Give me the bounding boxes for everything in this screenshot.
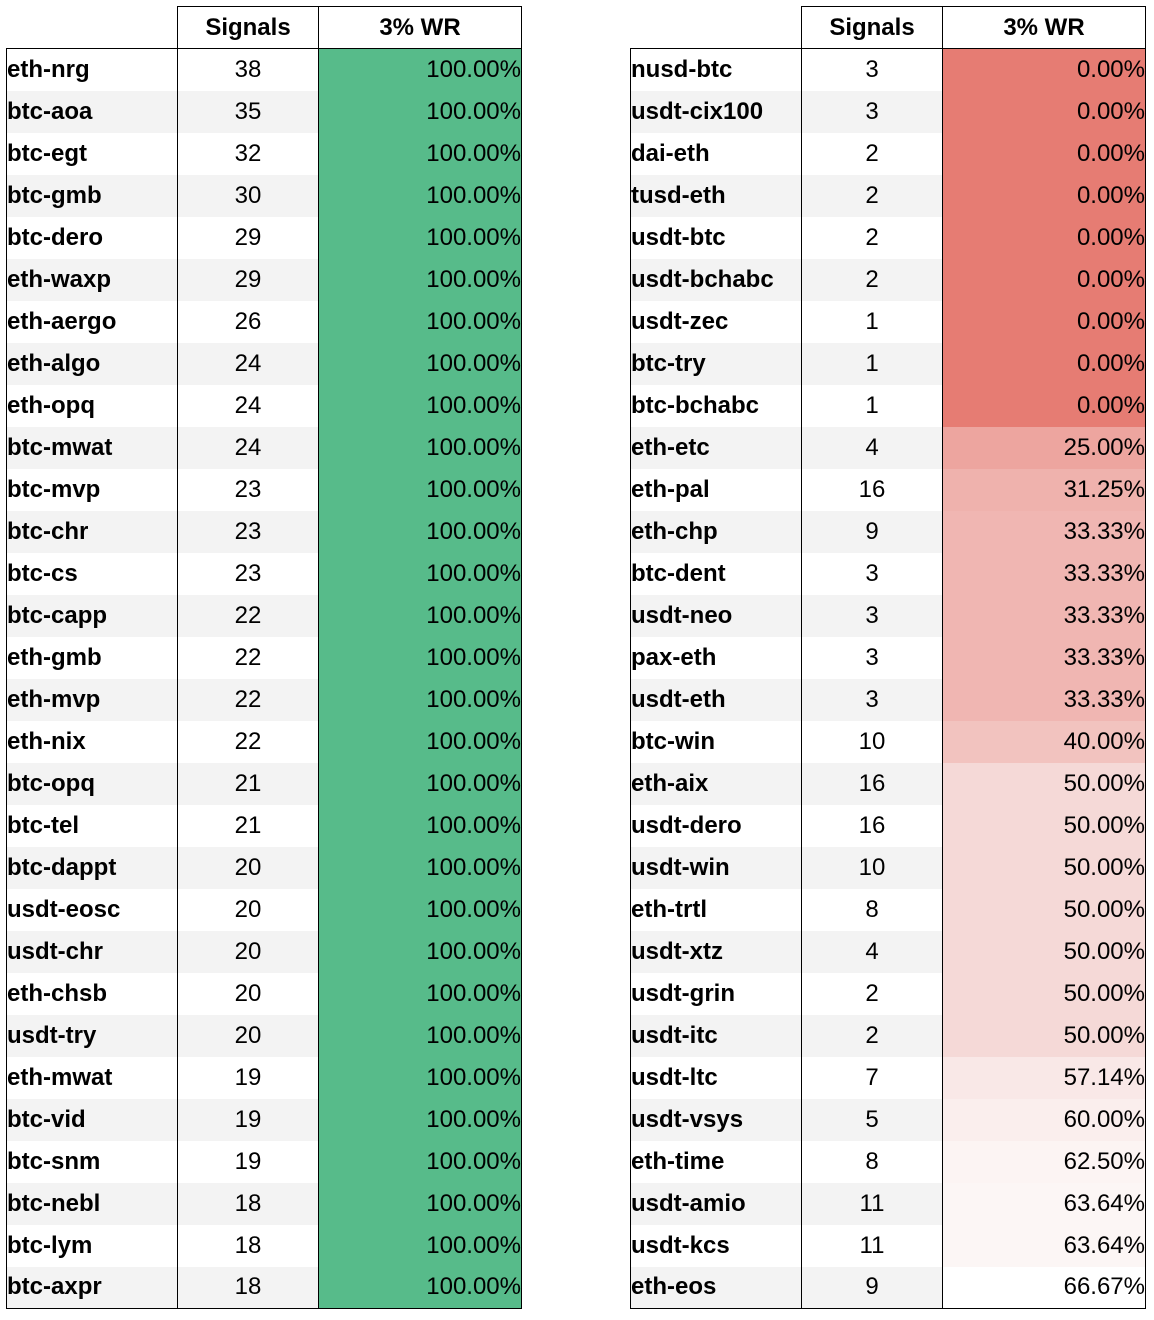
pair-cell: btc-chr xyxy=(7,511,178,553)
signals-cell: 29 xyxy=(178,217,319,259)
winrate-cell: 100.00% xyxy=(319,805,522,847)
table-row xyxy=(631,259,1146,301)
pair-cell: btc-mvp xyxy=(7,469,178,511)
pair-cell: usdt-chr xyxy=(7,931,178,973)
table-row xyxy=(7,637,522,679)
table-row xyxy=(7,133,522,175)
pair-cell: eth-opq xyxy=(7,385,178,427)
table-row xyxy=(7,469,522,511)
pair-cell: usdt-itc xyxy=(631,1015,802,1057)
table-row xyxy=(631,931,1146,973)
signals-cell: 26 xyxy=(178,301,319,343)
table-row xyxy=(7,553,522,595)
winrate-cell: 100.00% xyxy=(319,679,522,721)
table-row xyxy=(7,427,522,469)
winrate-cell: 0.00% xyxy=(943,217,1146,259)
winrate-cell: 50.00% xyxy=(943,889,1146,931)
winrate-cell: 100.00% xyxy=(319,49,522,91)
signals-cell: 19 xyxy=(178,1099,319,1141)
signals-cell: 10 xyxy=(802,721,943,763)
table-row xyxy=(631,1141,1146,1183)
pair-cell: eth-etc xyxy=(631,427,802,469)
pair-cell: btc-egt xyxy=(7,133,178,175)
winrate-cell: 100.00% xyxy=(319,427,522,469)
header-blank xyxy=(631,7,802,49)
winrate-cell: 0.00% xyxy=(943,385,1146,427)
winrate-cell: 100.00% xyxy=(319,1099,522,1141)
header-row xyxy=(7,7,522,49)
table-row xyxy=(7,511,522,553)
signals-cell: 22 xyxy=(178,721,319,763)
winrate-cell: 50.00% xyxy=(943,763,1146,805)
pair-cell: btc-dent xyxy=(631,553,802,595)
winrate-cell: 100.00% xyxy=(319,637,522,679)
table-row xyxy=(631,679,1146,721)
pair-cell: eth-aix xyxy=(631,763,802,805)
table-row xyxy=(631,1267,1146,1309)
table-row xyxy=(7,301,522,343)
signals-cell: 3 xyxy=(802,91,943,133)
table-row xyxy=(631,217,1146,259)
table-row xyxy=(631,847,1146,889)
signals-cell: 23 xyxy=(178,469,319,511)
winrate-cell: 33.33% xyxy=(943,637,1146,679)
winrate-cell: 50.00% xyxy=(943,847,1146,889)
signals-cell: 3 xyxy=(802,553,943,595)
table-row xyxy=(631,343,1146,385)
table-row xyxy=(631,637,1146,679)
winrate-cell: 100.00% xyxy=(319,973,522,1015)
signals-cell: 16 xyxy=(802,763,943,805)
pair-cell: eth-eos xyxy=(631,1267,802,1309)
signals-cell: 1 xyxy=(802,301,943,343)
signals-cell: 22 xyxy=(178,595,319,637)
pair-cell: usdt-eth xyxy=(631,679,802,721)
pair-cell: eth-nrg xyxy=(7,49,178,91)
signals-cell: 16 xyxy=(802,469,943,511)
signals-cell: 3 xyxy=(802,637,943,679)
signals-cell: 1 xyxy=(802,343,943,385)
signals-cell: 20 xyxy=(178,847,319,889)
table-row xyxy=(7,1057,522,1099)
winrate-cell: 100.00% xyxy=(319,1183,522,1225)
right-winrate-table xyxy=(630,6,1146,1309)
signals-cell: 3 xyxy=(802,49,943,91)
winrate-cell: 63.64% xyxy=(943,1225,1146,1267)
pair-cell: usdt-cix100 xyxy=(631,91,802,133)
signals-cell: 3 xyxy=(802,679,943,721)
winrate-cell: 50.00% xyxy=(943,805,1146,847)
winrate-cell: 100.00% xyxy=(319,721,522,763)
table-row xyxy=(7,385,522,427)
winrate-cell: 40.00% xyxy=(943,721,1146,763)
winrate-cell: 100.00% xyxy=(319,1141,522,1183)
pair-cell: eth-aergo xyxy=(7,301,178,343)
pair-cell: btc-tel xyxy=(7,805,178,847)
signals-cell: 38 xyxy=(178,49,319,91)
pair-cell: btc-capp xyxy=(7,595,178,637)
pair-cell: btc-aoa xyxy=(7,91,178,133)
signals-cell: 20 xyxy=(178,973,319,1015)
table-row xyxy=(7,1267,522,1309)
table-row xyxy=(631,1099,1146,1141)
pair-cell: btc-cs xyxy=(7,553,178,595)
left-winrate-table xyxy=(6,6,522,1309)
signals-cell: 32 xyxy=(178,133,319,175)
pair-cell: eth-mvp xyxy=(7,679,178,721)
table-row xyxy=(7,805,522,847)
pair-cell: usdt-kcs xyxy=(631,1225,802,1267)
table-row xyxy=(631,805,1146,847)
signals-cell: 9 xyxy=(802,511,943,553)
pair-cell: usdt-ltc xyxy=(631,1057,802,1099)
pair-cell: btc-opq xyxy=(7,763,178,805)
winrate-cell: 100.00% xyxy=(319,1225,522,1267)
table-row xyxy=(631,175,1146,217)
signals-cell: 16 xyxy=(802,805,943,847)
pair-cell: btc-axpr xyxy=(7,1267,178,1309)
pair-cell: usdt-bchabc xyxy=(631,259,802,301)
signals-cell: 19 xyxy=(178,1057,319,1099)
signals-cell: 20 xyxy=(178,889,319,931)
signals-cell: 10 xyxy=(802,847,943,889)
winrate-cell: 0.00% xyxy=(943,343,1146,385)
winrate-cell: 60.00% xyxy=(943,1099,1146,1141)
pair-cell: usdt-eosc xyxy=(7,889,178,931)
table-row xyxy=(631,553,1146,595)
winrate-cell: 33.33% xyxy=(943,553,1146,595)
signals-cell: 2 xyxy=(802,1015,943,1057)
pair-cell: eth-gmb xyxy=(7,637,178,679)
header-row xyxy=(631,7,1146,49)
table-row xyxy=(631,91,1146,133)
winrate-cell: 100.00% xyxy=(319,175,522,217)
header-blank xyxy=(7,7,178,49)
pair-cell: eth-algo xyxy=(7,343,178,385)
pair-cell: usdt-win xyxy=(631,847,802,889)
pair-cell: eth-nix xyxy=(7,721,178,763)
winrate-cell: 100.00% xyxy=(319,259,522,301)
table-row xyxy=(631,385,1146,427)
pair-cell: usdt-dero xyxy=(631,805,802,847)
pair-cell: btc-mwat xyxy=(7,427,178,469)
winrate-cell: 33.33% xyxy=(943,679,1146,721)
signals-cell: 35 xyxy=(178,91,319,133)
pair-cell: btc-dero xyxy=(7,217,178,259)
pair-cell: usdt-grin xyxy=(631,973,802,1015)
header-signals: Signals xyxy=(178,7,319,49)
table-row xyxy=(7,175,522,217)
signals-cell: 24 xyxy=(178,427,319,469)
signals-cell: 24 xyxy=(178,343,319,385)
winrate-cell: 0.00% xyxy=(943,259,1146,301)
table-row xyxy=(631,427,1146,469)
winrate-cell: 100.00% xyxy=(319,1015,522,1057)
signals-cell: 8 xyxy=(802,889,943,931)
pair-cell: btc-win xyxy=(631,721,802,763)
table-row xyxy=(631,889,1146,931)
pair-cell: eth-waxp xyxy=(7,259,178,301)
signals-cell: 23 xyxy=(178,553,319,595)
table-row xyxy=(631,1015,1146,1057)
pair-cell: pax-eth xyxy=(631,637,802,679)
signals-cell: 22 xyxy=(178,637,319,679)
signals-cell: 7 xyxy=(802,1057,943,1099)
pair-cell: eth-trtl xyxy=(631,889,802,931)
pair-cell: usdt-neo xyxy=(631,595,802,637)
table-row xyxy=(631,1057,1146,1099)
table-row xyxy=(631,595,1146,637)
table-row xyxy=(631,133,1146,175)
signals-cell: 20 xyxy=(178,931,319,973)
table-row xyxy=(7,217,522,259)
table-row xyxy=(631,721,1146,763)
winrate-cell: 63.64% xyxy=(943,1183,1146,1225)
winrate-cell: 50.00% xyxy=(943,973,1146,1015)
pair-cell: eth-mwat xyxy=(7,1057,178,1099)
signals-cell: 21 xyxy=(178,763,319,805)
table-row xyxy=(631,763,1146,805)
pair-cell: tusd-eth xyxy=(631,175,802,217)
pair-cell: usdt-amio xyxy=(631,1183,802,1225)
table-row xyxy=(631,301,1146,343)
table-row xyxy=(7,1141,522,1183)
signals-cell: 1 xyxy=(802,385,943,427)
winrate-cell: 0.00% xyxy=(943,301,1146,343)
winrate-cell: 25.00% xyxy=(943,427,1146,469)
table-row xyxy=(7,49,522,91)
table-row xyxy=(7,259,522,301)
signals-cell: 19 xyxy=(178,1141,319,1183)
pair-cell: dai-eth xyxy=(631,133,802,175)
pair-cell: usdt-btc xyxy=(631,217,802,259)
table-row xyxy=(631,973,1146,1015)
signals-cell: 2 xyxy=(802,133,943,175)
winrate-cell: 57.14% xyxy=(943,1057,1146,1099)
pair-cell: btc-vid xyxy=(7,1099,178,1141)
winrate-cell: 100.00% xyxy=(319,595,522,637)
winrate-cell: 33.33% xyxy=(943,595,1146,637)
winrate-cell: 33.33% xyxy=(943,511,1146,553)
winrate-cell: 100.00% xyxy=(319,385,522,427)
signals-cell: 11 xyxy=(802,1183,943,1225)
signals-cell: 23 xyxy=(178,511,319,553)
signals-cell: 9 xyxy=(802,1267,943,1309)
signals-cell: 21 xyxy=(178,805,319,847)
table-row xyxy=(7,847,522,889)
table-row xyxy=(7,1183,522,1225)
winrate-cell: 0.00% xyxy=(943,133,1146,175)
signals-cell: 4 xyxy=(802,931,943,973)
pair-cell: btc-lym xyxy=(7,1225,178,1267)
signals-cell: 2 xyxy=(802,259,943,301)
signals-cell: 20 xyxy=(178,1015,319,1057)
header-signals: Signals xyxy=(802,7,943,49)
table-row xyxy=(7,973,522,1015)
pair-cell: eth-pal xyxy=(631,469,802,511)
winrate-cell: 0.00% xyxy=(943,91,1146,133)
winrate-cell: 100.00% xyxy=(319,217,522,259)
pair-cell: eth-time xyxy=(631,1141,802,1183)
signals-cell: 29 xyxy=(178,259,319,301)
winrate-cell: 66.67% xyxy=(943,1267,1146,1309)
signals-cell: 4 xyxy=(802,427,943,469)
winrate-cell: 100.00% xyxy=(319,133,522,175)
table-row xyxy=(631,469,1146,511)
pair-cell: btc-snm xyxy=(7,1141,178,1183)
signals-cell: 18 xyxy=(178,1225,319,1267)
winrate-cell: 100.00% xyxy=(319,763,522,805)
table-row xyxy=(631,49,1146,91)
winrate-cell: 0.00% xyxy=(943,175,1146,217)
winrate-cell: 50.00% xyxy=(943,931,1146,973)
table-row xyxy=(631,511,1146,553)
winrate-cell: 100.00% xyxy=(319,91,522,133)
pair-cell: nusd-btc xyxy=(631,49,802,91)
table-row xyxy=(7,1015,522,1057)
signals-cell: 2 xyxy=(802,175,943,217)
pair-cell: btc-bchabc xyxy=(631,385,802,427)
winrate-cell: 100.00% xyxy=(319,931,522,973)
table-row xyxy=(7,91,522,133)
pair-cell: usdt-try xyxy=(7,1015,178,1057)
signals-cell: 2 xyxy=(802,217,943,259)
signals-cell: 18 xyxy=(178,1183,319,1225)
table-row xyxy=(7,721,522,763)
table-row xyxy=(7,889,522,931)
signals-cell: 24 xyxy=(178,385,319,427)
pair-cell: usdt-vsys xyxy=(631,1099,802,1141)
pair-cell: btc-try xyxy=(631,343,802,385)
winrate-cell: 100.00% xyxy=(319,1267,522,1309)
winrate-cell: 62.50% xyxy=(943,1141,1146,1183)
winrate-cell: 50.00% xyxy=(943,1015,1146,1057)
pair-cell: usdt-zec xyxy=(631,301,802,343)
pair-cell: eth-chsb xyxy=(7,973,178,1015)
table-row xyxy=(7,595,522,637)
winrate-cell: 100.00% xyxy=(319,301,522,343)
pair-cell: eth-chp xyxy=(631,511,802,553)
table-row xyxy=(7,931,522,973)
winrate-cell: 100.00% xyxy=(319,847,522,889)
winrate-cell: 100.00% xyxy=(319,889,522,931)
table-row xyxy=(631,1225,1146,1267)
winrate-cell: 100.00% xyxy=(319,1057,522,1099)
pair-cell: btc-gmb xyxy=(7,175,178,217)
signals-cell: 8 xyxy=(802,1141,943,1183)
winrate-cell: 100.00% xyxy=(319,343,522,385)
winrate-cell: 100.00% xyxy=(319,469,522,511)
signals-cell: 22 xyxy=(178,679,319,721)
table-row xyxy=(7,1225,522,1267)
winrate-cell: 100.00% xyxy=(319,553,522,595)
signals-cell: 5 xyxy=(802,1099,943,1141)
signals-cell: 2 xyxy=(802,973,943,1015)
table-row xyxy=(7,679,522,721)
header-winrate: 3% WR xyxy=(319,7,522,49)
header-winrate: 3% WR xyxy=(943,7,1146,49)
winrate-cell: 100.00% xyxy=(319,511,522,553)
pair-cell: btc-dappt xyxy=(7,847,178,889)
signals-cell: 30 xyxy=(178,175,319,217)
table-row xyxy=(7,1099,522,1141)
winrate-cell: 31.25% xyxy=(943,469,1146,511)
pair-cell: usdt-xtz xyxy=(631,931,802,973)
signals-cell: 11 xyxy=(802,1225,943,1267)
table-row xyxy=(7,763,522,805)
table-row xyxy=(7,343,522,385)
signals-cell: 3 xyxy=(802,595,943,637)
winrate-cell: 0.00% xyxy=(943,49,1146,91)
signals-cell: 18 xyxy=(178,1267,319,1309)
pair-cell: btc-nebl xyxy=(7,1183,178,1225)
table-row xyxy=(631,1183,1146,1225)
